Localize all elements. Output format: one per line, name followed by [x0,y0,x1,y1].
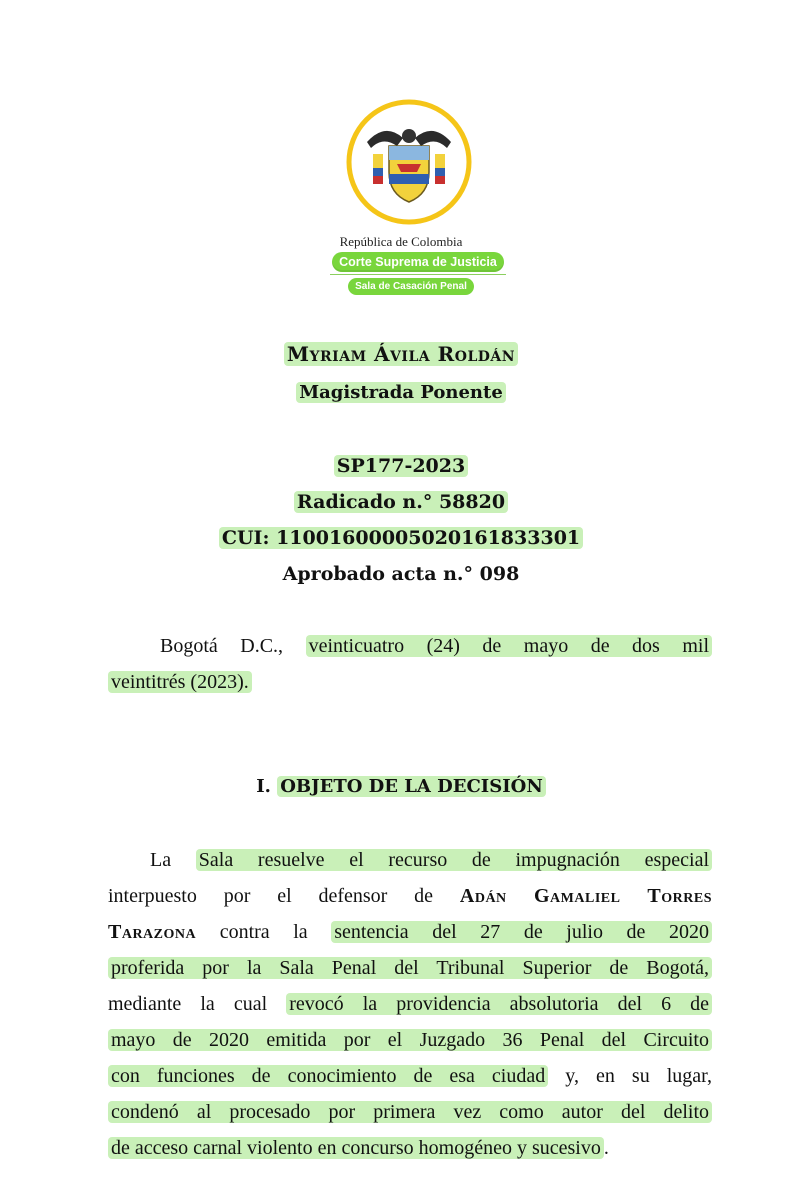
banner-divider [330,274,506,275]
court-name-banner: Corte Suprema de Justicia [332,252,504,272]
coat-of-arms-icon [345,98,473,226]
defendant-name: Adán Gamaliel Torres [459,885,713,907]
date-text-cont: veintitrés (2023). [108,671,252,693]
decision-paragraph: La Sala resuelve el recurso de impugnación especial interpuesto por el defensor de Adán Gamaliel Torres Tarazona contra la sentencia del 27 de julio de 2020 proferida por la Sala Penal del Tribunal Superior de Bogotá, mediante la cual revocó la providencia absolutoria del 6 de mayo de 2020 emitida por el Juzgado 36 Penal del Circuito con funciones de conocimiento de esa ciudad y, en su lugar, condenó al procesado por primera vez como autor del delito de acceso carnal violento en concurso homogéneo y sucesivo . [108,849,713,1159]
date-paragraph [108,628,712,700]
chamber-name-banner: Sala de Casación Penal [348,278,474,295]
section-number: I. [256,776,271,797]
sp-code: SP177-2023 [0,455,802,477]
date-text: veinticuatro (24) de mayo de dos mil [306,635,712,657]
defendant-surname: Tarazona [108,921,197,943]
section-heading [0,776,802,797]
section-title: OBJETO DE LA DECISIÓN [277,776,546,797]
acta-number: Aprobado acta n.° 098 [282,563,520,585]
cui-number: CUI: 11001600005020161833301 [0,527,802,549]
date-place: Bogotá D.C., [160,635,284,657]
republic-label: República de Colombia [339,234,463,249]
radicado-number: Radicado n.° 58820 [0,491,802,513]
magistrate-name: Myriam Ávila Roldán [0,342,802,366]
magistrate-role: Magistrada Ponente [0,382,802,403]
court-seal [345,98,473,226]
